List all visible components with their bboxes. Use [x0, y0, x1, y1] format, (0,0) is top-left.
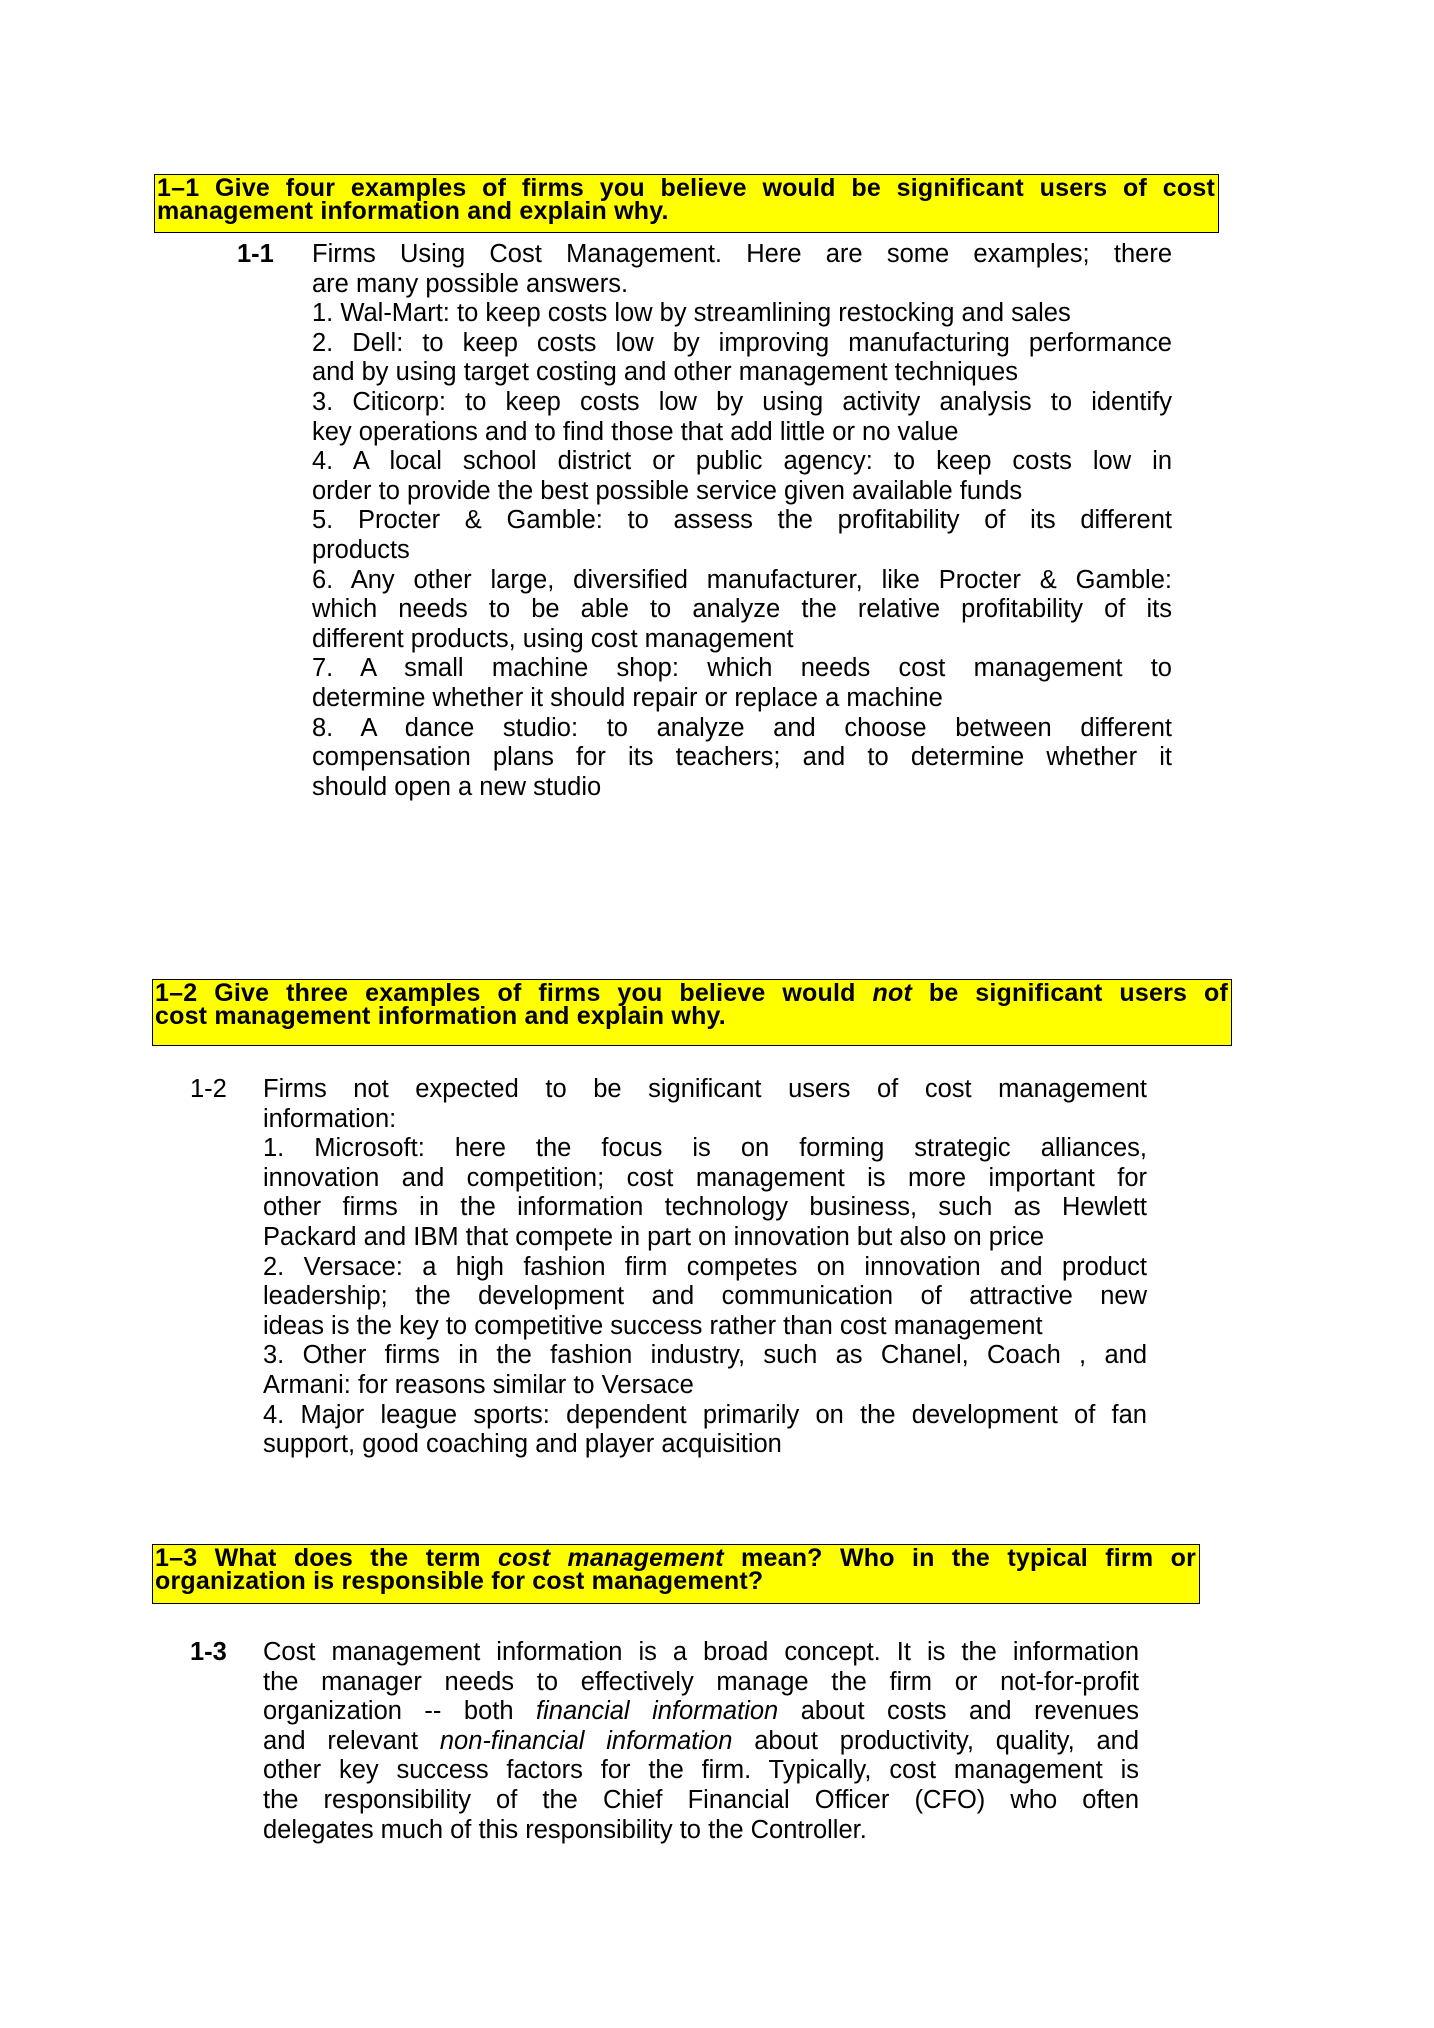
answer-1-2-line: Packard and IBM that compete in part on innovation but also on price — [263, 1222, 1045, 1251]
answer-1-3-emphasis: financial information — [536, 1697, 779, 1726]
answer-1-1-line: different products, using cost management — [312, 624, 794, 653]
question-1-2-text-b: be significant users of — [911, 979, 1228, 1007]
answer-1-3-text: and relevant — [263, 1726, 440, 1755]
question-1-2-box — [152, 979, 1232, 1046]
answer-1-3-text: about productivity, quality, and — [732, 1726, 1140, 1755]
question-1-2-line-2: cost management information and explain why. — [155, 1002, 726, 1030]
answer-1-2-line: 2. Versace: a high fashion firm competes on innovation and product — [263, 1252, 1147, 1281]
answer-1-1 — [237, 240, 1172, 805]
question-1-2-emphasis: not — [872, 979, 912, 1007]
answer-1-1-line: which needs to be able to analyze the relative profitability of its — [312, 595, 1172, 624]
answer-1-2-line: 1. Microsoft: here the focus is on forming strategic alliances, — [263, 1134, 1147, 1163]
answer-1-1-line: products — [312, 535, 410, 564]
answer-1-3-text: organization -- both — [263, 1697, 537, 1726]
question-1-3-text-a: 1–3 What does the term — [155, 1544, 499, 1572]
question-1-3-box — [152, 1544, 1200, 1604]
answer-1-1-line: are many possible answers. — [312, 269, 629, 298]
answer-1-3-text: about costs and revenues — [778, 1697, 1139, 1726]
answer-1-3-number: 1-3 — [190, 1638, 227, 1666]
answer-1-2-line: support, good coaching and player acquisition — [263, 1430, 782, 1459]
answer-1-1-line: 5. Procter & Gamble: to assess the profitability of its different — [312, 506, 1172, 535]
answer-1-1-number: 1-1 — [237, 240, 274, 268]
answer-1-2-line: ideas is the key to competitive success rather than cost management — [263, 1311, 1043, 1340]
answer-1-1-line: 3. Citicorp: to keep costs low by using activity analysis to identify — [312, 387, 1172, 416]
answer-1-3-line — [263, 1697, 1139, 1727]
answer-1-1-line: 2. Dell: to keep costs low by improving manufacturing performance — [312, 328, 1172, 357]
answer-1-1-line: should open a new studio — [312, 772, 602, 801]
answer-1-1-line: 6. Any other large, diversified manufacturer, like Procter & Gamble: — [312, 565, 1172, 594]
answer-1-3-emphasis: non-financial information — [439, 1726, 733, 1755]
answer-1-2-line: innovation and competition; cost management is more important for — [263, 1163, 1147, 1192]
answer-1-2-line: Firms not expected to be significant users of cost management — [263, 1075, 1147, 1103]
answer-1-1-line: compensation plans for its teachers; and to determine whether it — [312, 743, 1172, 772]
answer-1-2 — [190, 1075, 1150, 1475]
answer-1-1-line: order to provide the best possible service given available funds — [312, 476, 1023, 505]
question-1-3-line-2: organization is responsible for cost management? — [155, 1567, 764, 1595]
answer-1-1-line: and by using target costing and other management techniques — [312, 358, 1018, 387]
answer-1-3-line: Cost management information is a broad concept. It is the information — [263, 1638, 1139, 1666]
answer-1-3 — [190, 1638, 1140, 1858]
answer-1-3-line: other key success factors for the firm. Typically, cost management is — [263, 1756, 1139, 1785]
question-1-3-text-b: mean? Who in the typical firm or — [723, 1544, 1196, 1572]
question-1-1-line-1: 1–1 Give four examples of firms you believe would be significant users of cost — [157, 174, 1215, 202]
answer-1-2-line: information: — [263, 1104, 397, 1133]
answer-1-2-line: 3. Other firms in the fashion industry, such as Chanel, Coach , and — [263, 1341, 1147, 1370]
answer-1-1-line: 8. A dance studio: to analyze and choose between different — [312, 713, 1172, 742]
answer-1-3-line: the manager needs to effectively manage the firm or not-for-profit — [263, 1667, 1139, 1696]
answer-1-3-line: delegates much of this responsibility to the Controller. — [263, 1815, 867, 1844]
answer-1-1-line: Firms Using Cost Management. Here are some examples; there — [312, 240, 1172, 268]
answer-1-2-number: 1-2 — [190, 1075, 227, 1103]
answer-1-2-line: leadership; the development and communication of attractive new — [263, 1282, 1147, 1311]
answer-1-3-line — [263, 1727, 1139, 1757]
question-1-3-emphasis: cost management — [498, 1544, 724, 1572]
answer-1-1-line: key operations and to find those that add little or no value — [312, 417, 959, 446]
question-1-1-box — [154, 174, 1219, 233]
answer-1-3-line: the responsibility of the Chief Financial Officer (CFO) who often — [263, 1785, 1139, 1814]
answer-1-2-line: Armani: for reasons similar to Versace — [263, 1370, 694, 1399]
question-1-1-line-2: management information and explain why. — [157, 197, 669, 225]
answer-1-1-line: 1. Wal-Mart: to keep costs low by streamlining restocking and sales — [312, 299, 1071, 328]
question-1-2-text-a: 1–2 Give three examples of firms you believe would — [155, 979, 873, 1007]
answer-1-1-line: 7. A small machine shop: which needs cost management to — [312, 654, 1172, 683]
answer-1-1-line: determine whether it should repair or replace a machine — [312, 683, 943, 712]
answer-1-2-line: other firms in the information technology business, such as Hewlett — [263, 1193, 1147, 1222]
answer-1-1-line: 4. A local school district or public agency: to keep costs low in — [312, 447, 1172, 476]
answer-1-2-line: 4. Major league sports: dependent primarily on the development of fan — [263, 1400, 1147, 1429]
